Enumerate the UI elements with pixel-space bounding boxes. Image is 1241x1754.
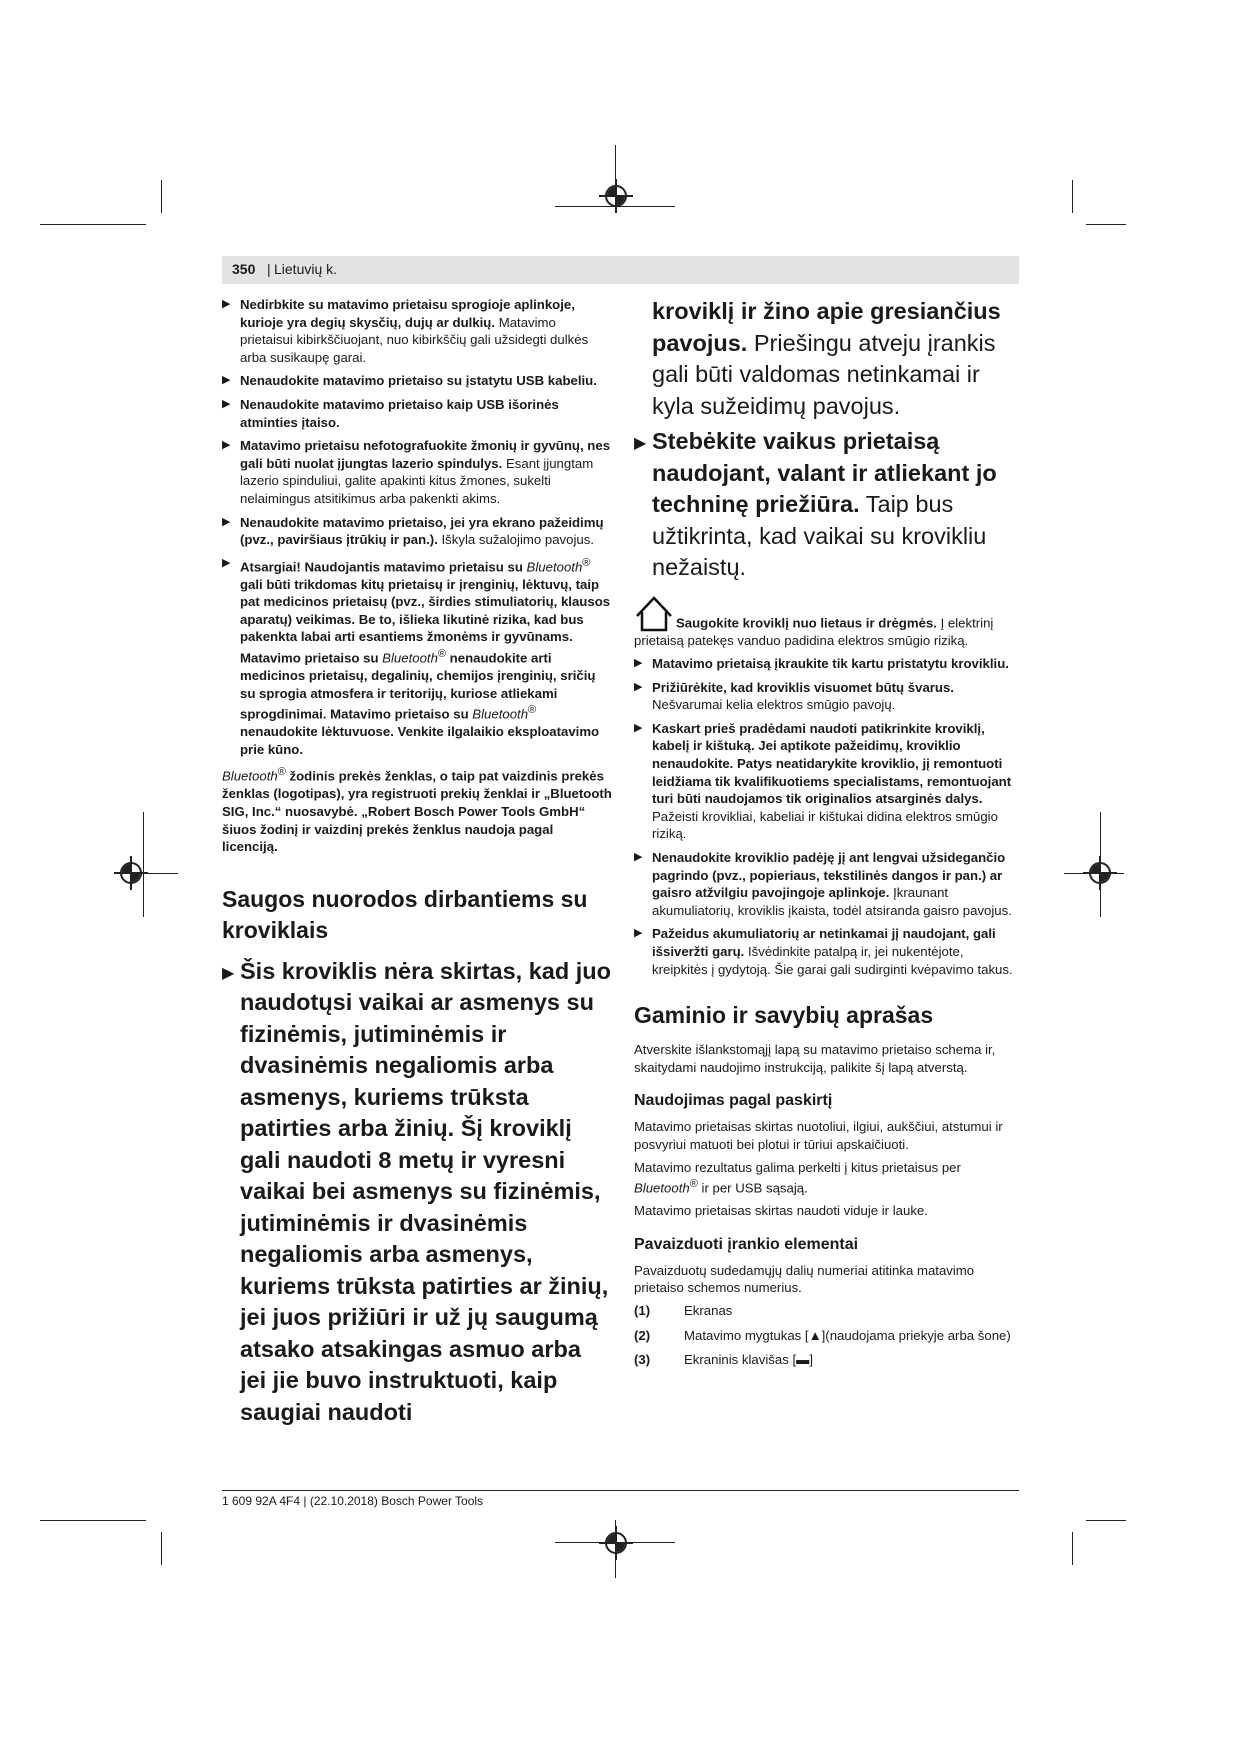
- bullet-arrow-icon: ▶: [222, 374, 231, 387]
- left-column: [222, 296, 612, 1428]
- big-warning-continuation: [634, 296, 1019, 422]
- warning-text: Įkraunant akumuliatorių, kroviklis įkaista, todėl atsiranda gaisro pavojus.: [652, 885, 1012, 918]
- big-warning-normal: Taip bus užtikrinta, kad vaikai su krovikliu nežaistų.: [652, 491, 987, 580]
- bullet-arrow-icon: ▶: [222, 515, 231, 528]
- warning-text: Matavimo prietaisui kibirkščiuojant, nuo kibirkščių gali užsidegti dulkės arba susikaupę garai.: [240, 314, 589, 365]
- right-column: [634, 296, 1019, 1376]
- crop-mark-bottom-left-v: [161, 1532, 162, 1565]
- warning-bold: Matavimo prietaisu nefotografuokite žmonių ir gyvūnų, nes gali būti nuolat įjungtas lazerio spindulys.: [240, 438, 611, 471]
- warning-bold: Kaskart prieš pradėdami naudoti patikrinkite kroviklį, kabelį ir kištuką. Jei aptikote pažeidimų, kroviklio nenaudokite. Patys neatidarykite kroviklio, jį remontuoti leidžiama tik kvalifikuotiems specialistams, remontuojant turi būti naudojamos tik originalios atsarginės dalys.: [652, 720, 1012, 807]
- registration-mark-bottom: [605, 1532, 627, 1554]
- warning-item: [634, 720, 1019, 843]
- crop-mark-top-left-v: [161, 180, 162, 213]
- warning-text: Iškyla sužalojimo pavojus.: [437, 532, 594, 548]
- warning-item: [222, 514, 612, 549]
- bullet-arrow-icon: ▶: [222, 556, 231, 569]
- bluetooth-term: Bluetooth: [382, 650, 438, 666]
- crop-mark-bottom-right-h: [1086, 1520, 1126, 1521]
- intended-use-paragraph-1: Matavimo prietaisas skirtas nuotoliui, ilgiui, aukščiui, atstumui ir posvyriui matuoti bei plotui ir tūriui apskaičiuoti.: [634, 1119, 1003, 1152]
- warning-bold: Prižiūrėkite, kad kroviklis visuomet būtų švarus.: [652, 679, 954, 695]
- header-language: Lietuvių k.: [274, 261, 338, 277]
- component-list: [634, 1302, 1019, 1369]
- warning-bold: Pažeidus akumuliatorių ar netinkamai jį naudojant, gali išsiveržti garų.: [652, 926, 996, 959]
- warning-text: Pažeisti krovikliai, kabeliai ir kištukai didina elektros smūgio riziką.: [652, 808, 998, 842]
- component-row: [634, 1351, 1019, 1369]
- bluetooth-term: Bluetooth: [472, 706, 529, 722]
- house-warning-bold: Saugokite kroviklį nuo lietaus ir drėgmės.: [676, 614, 937, 630]
- component-number: (3): [634, 1352, 651, 1368]
- warning-item: [222, 372, 612, 390]
- bluetooth-warning-text: gali būti trikdomas kitų prietaisų ir įrenginių, lėktuvų, taip pat medicinos prietaisų (pvz., širdies stimuliatorių, klausos aparatų) veikimas. Be to, išlieka likutinė rizika, kad bus pakenkta labai arti esantiems žmonėms ir gyvūnams. Matavimo prietaiso su: [240, 576, 611, 666]
- page-header: [222, 256, 1019, 284]
- intended-use-text: ir per USB sąsają.: [697, 1180, 808, 1196]
- warning-bold: Nedirbkite su matavimo prietaisu sprogioje aplinkoje, kurioje yra degių skysčių, dujų ar dulkių.: [240, 297, 575, 330]
- bluetooth-warning-text: nenaudokite arti medicinos prietaisų, degalinių, chemijos įrenginių, sričių su sprogia atmosfera ir teritorijų, kuriose atliekami sprogdinimai. Matavimo prietaiso su: [240, 650, 596, 722]
- registered-mark: ®: [582, 556, 591, 569]
- registered-mark: ®: [528, 704, 537, 717]
- crop-mark-bottom-right-v: [1072, 1532, 1073, 1565]
- page-number: 350: [232, 261, 256, 277]
- bullet-arrow-icon: ▶: [634, 680, 643, 693]
- component-name: Ekranas: [684, 1302, 733, 1318]
- bullet-arrow-icon: ▶: [634, 657, 643, 670]
- warning-bold: Nenaudokite matavimo prietaiso su įstatytu USB kabeliu.: [240, 373, 597, 389]
- house-warning-text: Į elektrinį prietaisą patekęs vanduo padidina elektros smūgio riziką.: [634, 614, 994, 648]
- crop-mark-top-left-h: [40, 224, 146, 225]
- component-row: [634, 1327, 1019, 1345]
- big-warning-bold: Stebėkite vaikus prietaisą naudojant, valant ir atliekant jo techninę priežiūra.: [652, 428, 997, 517]
- warning-text: Esant įjungtam lazerio spinduliui, galite apakinti kitus žmones, sukelti nelaimingus atsitikimus arba pakenkti akims.: [240, 455, 594, 506]
- bullet-arrow-icon: ▶: [222, 439, 231, 452]
- trademark-text: žodinis prekės ženklas, o taip pat vaizdinis prekės ženklas (logotipas), yra registruoti prekių ženklai ir „Bluetooth SIG, Inc.“ nuosavybė. „Robert Bosch Power Tools GmbH“ šiuos žodinį ir vaizdinį prekės ženklus naudoja pagal licenciją.: [222, 768, 612, 855]
- footer-divider: [222, 1490, 1019, 1491]
- registered-mark: ®: [689, 1178, 698, 1191]
- section-heading-product-description: Gaminio ir savybių aprašas: [634, 1002, 934, 1029]
- big-warning-normal: Priešingu atveju įrankis gali būti valdomas netinkamai ir kyla sužeidimų pavojus.: [652, 329, 996, 419]
- warning-text: Išvėdinkite patalpą ir, jei nukentėjote, kreipkitės į gydytoją. Šie garai gali sudirginti kvėpavimo takus.: [652, 944, 1013, 977]
- warning-bold: Nenaudokite matavimo prietaiso kaip USB išorinės atminties įtaiso.: [240, 396, 559, 430]
- bullet-arrow-icon: ▶: [222, 298, 231, 310]
- indoor-use-warning: [634, 594, 1019, 650]
- component-number: (2): [634, 1327, 651, 1343]
- page-footer: 1 609 92A 4F4 | (22.10.2018) Bosch Power Tools: [222, 1494, 484, 1508]
- components-intro: Pavaizduotų sudedamųjų dalių numeriai atitinka matavimo prietaiso schemos numerius.: [634, 1262, 975, 1296]
- bluetooth-warning-text: Atsargiai! Naudojantis matavimo prietaisu su: [240, 559, 527, 575]
- bullet-arrow-icon: ▶: [634, 851, 643, 864]
- warning-bold: Nenaudokite kroviklio padėję jį ant lengvai užsidegančio pagrindo (pvz., popieriaus, tekstilinės dangos ir pan.) ar gaisro atžvilgiu pavojingoje aplinkoje.: [652, 850, 1006, 901]
- intended-use-paragraph-3: Matavimo prietaisas skirtas naudoti viduje ir lauke.: [634, 1203, 928, 1219]
- component-name: Matavimo mygtukas [▲](naudojama priekyje arba šone): [684, 1327, 1011, 1343]
- warning-item: [222, 396, 612, 431]
- registered-mark: ®: [277, 766, 286, 779]
- registration-mark-top: [605, 185, 627, 207]
- bullet-arrow-icon: ▶: [222, 964, 235, 982]
- component-row: [634, 1302, 1019, 1320]
- section-heading-charger-safety: Saugos nuorodos dirbantiems su kroviklais: [222, 885, 588, 943]
- bluetooth-term: Bluetooth: [634, 1180, 690, 1196]
- registration-mark-right: [1089, 862, 1111, 884]
- registered-mark: ®: [437, 648, 447, 661]
- bluetooth-term: Bluetooth: [222, 768, 278, 784]
- bullet-arrow-icon: ▶: [634, 721, 643, 734]
- intro-paragraph: Atverskite išlankstomąjį lapą su matavimo prietaiso schema ir, skaitydami naudojimo instrukciją, palikite šį lapą atverstą.: [634, 1042, 996, 1075]
- big-warning-item: [634, 426, 1019, 584]
- header-separator: |: [267, 261, 271, 277]
- component-name: Ekraninis klavišas [▬]: [684, 1352, 813, 1368]
- warning-bold: Nenaudokite matavimo prietaiso, jei yra ekrano pažeidimų (pvz., paviršiaus įtrūkių ir pan.).: [240, 514, 604, 548]
- warning-item: [222, 437, 612, 507]
- crop-mark-left-v: [143, 812, 144, 917]
- intended-use-text: Matavimo rezultatus galima perkelti į kitus prietaisus per: [634, 1159, 961, 1175]
- warning-item: [634, 655, 1019, 673]
- warning-bold: Matavimo prietaisą įkraukite tik kartu pristatytu krovikliu.: [652, 656, 1009, 672]
- subheading-intended-use: Naudojimas pagal paskirtį: [634, 1092, 833, 1110]
- house-icon: [634, 594, 674, 632]
- bullet-arrow-icon: ▶: [634, 927, 643, 940]
- big-warning-item: [222, 956, 612, 1429]
- crop-mark-top-right-h: [1086, 224, 1126, 225]
- big-warning-text: Šis kroviklis nėra skirtas, kad juo naudotųsi vaikai ar asmenys su fizinėmis, jutiminėmis ir dvasinėmis negaliomis arba asmenys, kuriems trūksta patirties arba žinių. Šį kroviklį gali naudoti 8 metų ir vyresni vaikai bei asmenys su fizinėmis, jutiminėmis ir dvasinėmis negaliomis arba asmenys, kuriems trūksta patirties ar žinių, jei juos prižiūri ir už jų saugumą atsako atsakingas asmuo arba jei jie buvo instruktuoti, kaip saugiai naudoti: [240, 957, 611, 1425]
- trademark-notice: [222, 764, 612, 855]
- warning-item: [222, 296, 612, 366]
- crop-mark-bottom-left-h: [40, 1520, 146, 1521]
- component-number: (1): [634, 1302, 651, 1318]
- warning-item: [634, 679, 1019, 714]
- bluetooth-warning: [222, 555, 612, 759]
- crop-mark-top-right-v: [1072, 180, 1073, 213]
- warning-item: [634, 849, 1019, 919]
- bullet-arrow-icon: ▶: [222, 397, 231, 410]
- bullet-arrow-icon: ▶: [634, 435, 647, 452]
- bluetooth-warning-text: nenaudokite lėktuvuose. Venkite ilgalaikio eksploatavimo prie kūno.: [240, 724, 600, 757]
- registration-mark-left: [120, 862, 142, 884]
- bluetooth-term: Bluetooth: [526, 559, 583, 575]
- warning-item: [634, 925, 1019, 978]
- subheading-components: Pavaizduoti įrankio elementai: [634, 1235, 859, 1253]
- big-warning-bold: kroviklį ir žino apie gresiančius pavojus.: [652, 298, 1001, 356]
- intended-use-paragraph-2: [634, 1159, 1019, 1198]
- warning-text: Nešvarumai kelia elektros smūgio pavojų.: [652, 697, 896, 713]
